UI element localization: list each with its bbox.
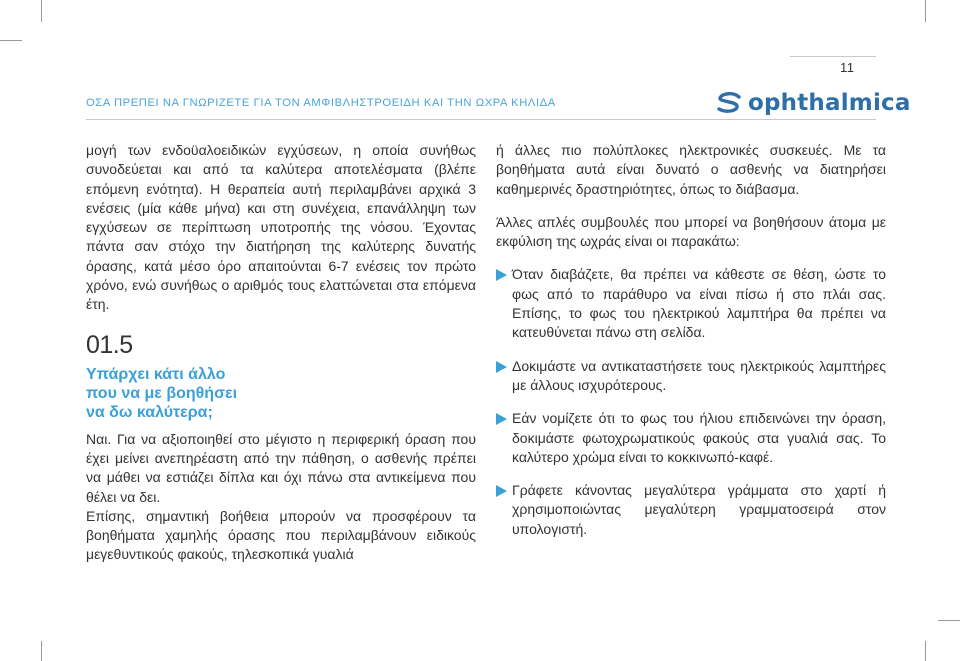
triangle-bullet-icon	[496, 269, 507, 281]
section-title-line-3: να δω καλύτερα;	[86, 403, 213, 421]
left-paragraph-2: Ναι. Για να αξιοποιηθεί στο μέγιστο η περιφερική όραση που έχει μείνει ανεπηρέαστη από την πάθηση, ο ασθενής πρέπει να μάθει να εστιάζει δίπλα και όχι πάνω στα αντικείμενα που θέλει να δει.	[86, 430, 476, 505]
left-paragraph-3: Επίσης, σημαντική βοήθεια μπορούν να προσφέρουν τα βοηθήματα χαμηλής όρασης που περιλαμβάνουν ειδικούς μεγεθυντικούς φακούς, τηλεσκοπικά γυαλιά	[86, 507, 476, 563]
brand-name: ophthalmica	[748, 90, 911, 116]
triangle-bullet-icon	[496, 485, 507, 497]
triangle-bullet-icon	[496, 413, 507, 425]
tip-item	[496, 409, 886, 467]
header-rule	[86, 119, 876, 120]
crop-mark-bottom-left	[41, 641, 42, 661]
tip-item	[496, 357, 886, 396]
tip-text: Γράφετε κάνοντας μεγαλύτερα γράμματα στο χαρτί ή χρησιμοποιώντας μεγαλύτερη γραμματοσειρά στον υπολογιστή.	[512, 482, 886, 537]
page-number-rule	[790, 56, 876, 57]
crop-mark-top-right	[925, 0, 926, 22]
tip-text: Δοκιμάστε να αντικαταστήσετε τους ηλεκτρικούς λαμπτήρες με άλλους ισχυρότερους.	[512, 357, 886, 393]
tip-text: Όταν διαβάζετε, θα πρέπει να κάθεστε σε θέση, ώστε το φως από το παράθυρο να είναι πίσω ή στο πλάι σας. Επίσης, το φως του ηλεκτρικού λαμπτήρα θα πρέπει να κατευθύνεται πάνω στη σελίδα.	[512, 266, 886, 341]
crop-mark-left-top	[0, 40, 22, 41]
section-title-line-2: που να με βοηθήσει	[86, 384, 238, 402]
left-column	[86, 141, 476, 565]
tip-item	[496, 265, 886, 342]
brand-swirl-icon	[716, 92, 742, 114]
right-paragraph-2: Άλλες απλές συμβουλές που μπορεί να βοηθήσουν άτομα με εκφύλιση της ωχράς είναι οι παρακάτω:	[496, 213, 886, 250]
section-title	[86, 365, 476, 422]
right-column	[496, 141, 886, 539]
section-number: 01.5	[86, 330, 133, 359]
left-paragraph-1: μογή των ενδοϋαλοειδικών εγχύσεων, η οποία συνήθως συνοδεύεται και από τα καλύτερα αποτελέσματα (βλέπε επόμενη ενότητα). Η θεραπεία αυτή περιλαμβάνει αρχικά 3 ενέσεις (μία κάθε μήνα) και στη συνέχεια, επανάλληψη των εγχύσεων σε περίπτωση υποτροπής της νόσου. Έχοντας πάντα σαν στόχο την διατήρηση της καλύτερης δυνατής όρασης, κατά μέσο όρο απαιτούνται 6-7 ενέσεις τον πρώτο χρόνο, ενώ συνήθως ο αριθμός τους ελαττώνεται στα επόμενα έτη.	[86, 142, 476, 313]
section-title-line-1: Υπάρχει κάτι άλλο	[86, 365, 226, 383]
crop-mark-right-bottom	[938, 620, 960, 621]
tip-text: Εάν νομίζετε ότι το φως του ήλιου επιδεινώνει την όραση, δοκιμάστε φωτοχρωματικούς φακούς στα γυαλιά σας. Το καλύτερο χρώμα είναι το κοκκινωπό-καφέ.	[512, 410, 886, 465]
right-paragraph-1: ή άλλες πιο πολύπλοκες ηλεκτρονικές συσκευές. Με τα βοηθήματα αυτά είναι δυνατό ο ασθενής να διατηρήσει καθημερινές δραστηριότητες, όπως το διάβασμα.	[496, 142, 886, 197]
brand-logo	[716, 88, 911, 118]
crop-mark-bottom-right	[925, 641, 926, 661]
page-number: 11	[840, 60, 855, 75]
tip-item	[496, 481, 886, 539]
running-header: ΟΣΑ ΠΡΕΠΕΙ ΝΑ ΓΝΩΡΙΖΕΤΕ ΓΙΑ ΤΟΝ ΑΜΦΙΒΛΗΣΤΡΟΕΙΔΗ ΚΑΙ ΤΗΝ ΩΧΡΑ ΚΗΛΙΔΑ	[86, 97, 556, 109]
crop-mark-top-left	[41, 0, 42, 22]
triangle-bullet-icon	[496, 361, 507, 373]
